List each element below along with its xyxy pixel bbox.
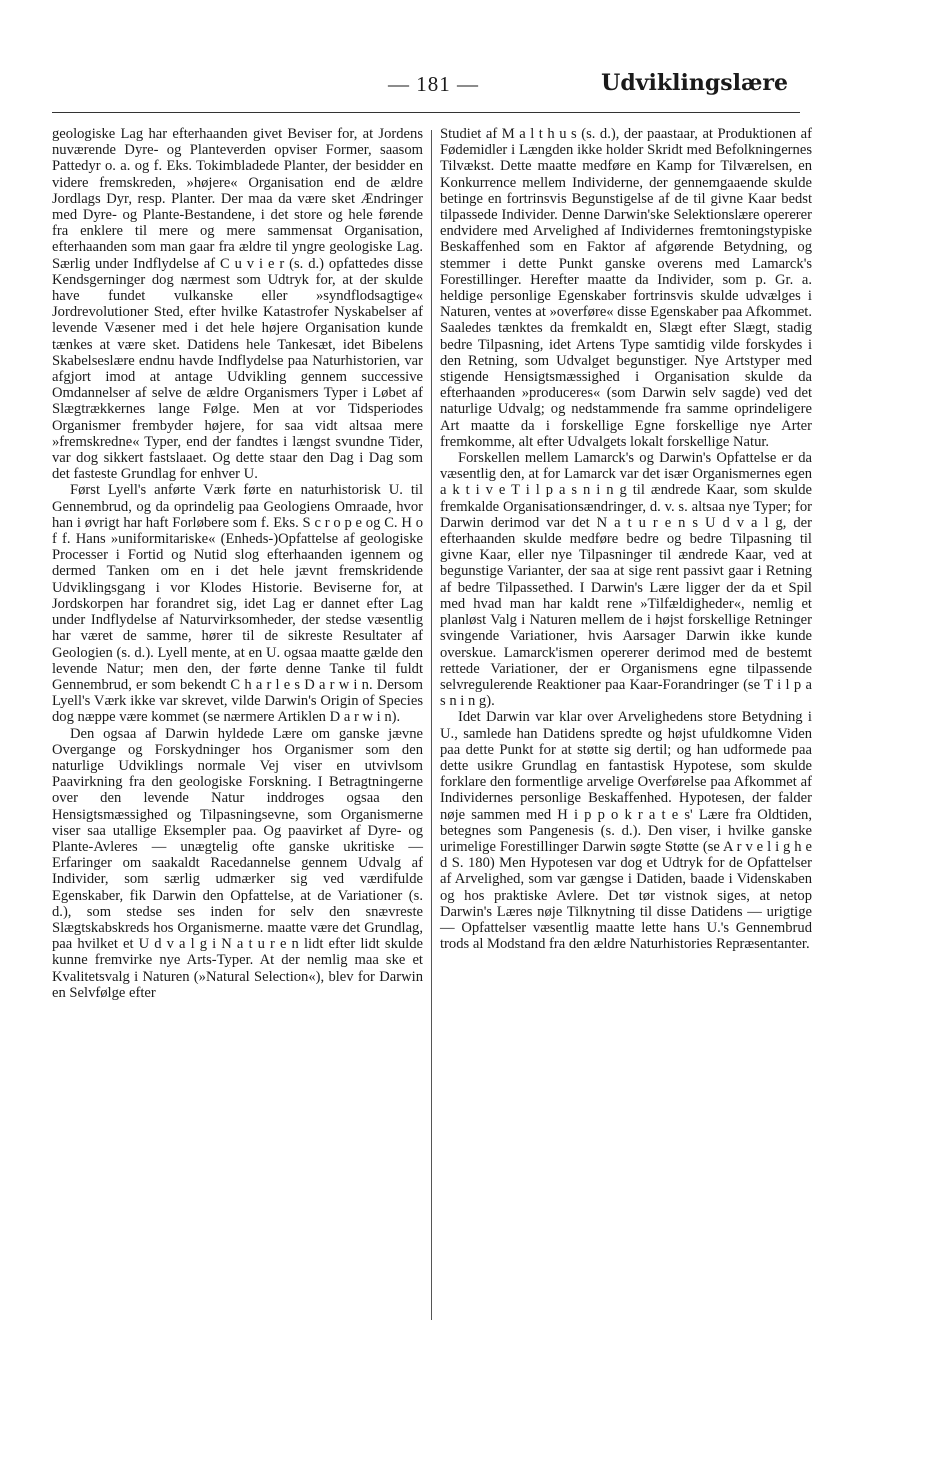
paragraph: Studiet af M a l t h u s (s. d.), der paastaar, at Produktionen af Fødemidler i Længden ikke holder Skridt med Befolkningernes Tilvækst. Dette maatte medføre en Kamp for Tilværelsen, en Konkurrence mellem Individerne, der gennemgaaende skulde betinge en fortrinsvis Begunstigelse af de til givne Kaar bedst tilpassede Individer. Denne Darwin'ske Selektionslære opererer endvidere med Arvelighed af Individernes fremtoningstypiske Beskaffenhed som en Faktor af afgørende Betydning, og stemmer i dette Punkt ganske overens med Lamarck's Forestillinger. Herefter maatte da Individer, som p. Gr. a. heldige personlige Egenskaber fortrinsvis skulde udvælges i Naturen, ventes at »overføre« disse Egenskaber paa Afkommet. Saaledes tænktes da fremkaldt en, Slægt efter Slægt, stadig bedre Tilpasning, idet Artens Type samtidig vilde forskydes i den Retning, som Udvalget begunstiger. Nye Artstyper med stigende Hensigtsmæssighed i Organisation skulde da efterhaanden »produceres« (som Darwin selv sagde) ved det naturlige Udvalg; og nedstammende fra samme oprindeligere Art maatte da i forskellige Egne forskellige nye Arter fremkomme, alt efter Udvalgets lokalt forskellige Natur. (440, 126, 812, 450)
left-column (52, 126, 423, 1001)
section-title: Udviklingslære (601, 70, 788, 96)
column-divider (431, 130, 432, 1320)
paragraph: Først Lyell's anførte Værk førte en naturhistorisk U. til Gennembrud, og da oprindelig paa Geologiens Omraade, hvor han i øvrigt har haft Forløbere som f. Eks. S c r o p e og C. H o f f. Hans »uniformitariske« (Enheds-)Opfattelse af geologiske Processer i Fortid og Nutid slog efterhaanden igennem og dermed Tanken om en i det hele jævnt fremskridende Udviklingsgang i vor Klodes Historie. Beviserne for, at Jordskorpen har forandret sig, idet Lag er dannet efter Lag under Indflydelse af Naturvirksomheder, der stedse væsentlig har været de samme, hører til de sikreste Resultater af Geologien (s. d.). Lyell mente, at en U. ogsaa maatte gælde den levende Natur; men den, der førte denne Tanke til fuldt Gennembrud, er som bekendt C h a r l e s D a r w i n. Dersom Lyell's Værk ikke var skrevet, vilde Darwin's Origin of Species dog næppe være kommet (se nærmere Artiklen D a r w i n). (52, 482, 423, 726)
header-rule (52, 112, 800, 113)
paragraph: geologiske Lag har efterhaanden givet Beviser for, at Jordens nuværende Dyre- og Planteverden opviser Former, saasom Pattedyr o. a. og f. Eks. Tokimbladede Planter, der besidder en videre fremskreden, »højere« Organisation end de ældre Jordlags Dyr, resp. Planter. Der maa da være sket Ændringer med Dyre- og Plante-Bestandene, i det store og hele førende fra enklere til mere og mere sammensat Organisation, efterhaanden som man gaar fra ældre til yngre geologiske Lag. Særlig under Indflydelse af C u v i e r (s. d.) opfattedes disse Kendsgerninger dog nærmest som Udtryk for, at der skulde have fundet vulkanske eller »syndflodsagtige« Jordrevolutioner Sted, efter hvilke Katastrofer Nyskabelser af levende Væsener med i det hele højere Organisation kunde tænkes at være sket. Datidens hele Tankesæt, idet Bibelens Skabelseslære endnu havde Indflydelse paa Naturhistorien, var afgjort imod at antage Udvikling gennem successive Omdannelser af selve de ældre Organismers Typer i Løbet af Slægtrækkernes lange Følge. Men at vor Tidsperiodes Organismer frembyder højere, for saa vidt altsaa mere »fremskredne« Typer, end der fandtes i længst svundne Tider, var dog sikkert fastslaaet. Og dette staar den Dag i Dag som det fasteste Grundlag for enhver U. (52, 126, 423, 483)
page-number: — 181 — (388, 72, 479, 96)
paragraph: Idet Darwin var klar over Arvelighedens store Betydning i U., samlede han Datidens spredte og højst ufuldkomne Viden paa dette Punkt for at støtte sig dertil; og han udformede paa dette usikre Grundlag en fantastisk Hypotese, som skulde forklare den formentlige arvelige Overførelse paa Afkommet af Individernes personlige Beskaffenhed. Hypotesen, der falder nøje sammen med H i p p o k r a t e s' Lære fra Oldtiden, betegnes som Pangenesis (s. d.). Den viser, i hvilke ganske urimelige Forestillinger Darwin søgte Støtte (se A r v e l i g h e d S. 180) Men Hypotesen var dog et Udtryk for de Opfattelser af Arvelighed, som var gængse i Datiden, baade i Videnskaben og hos praktiske Avlere. Det tør vistnok siges, at netop Darwin's Læres nøje Tilknytning til disse Datidens — urigtige — Opfattelser væsentlig maatte lette hans U.'s Gennembrud trods al Modstand fra den ældre Naturhistories Repræsentanter. (440, 709, 812, 953)
right-column (440, 126, 812, 952)
page-header (48, 72, 788, 106)
paragraph: Forskellen mellem Lamarck's og Darwin's Opfattelse er da væsentlig den, at for Lamarck var det især Organismernes egen a k t i v e T i l p a s n i n g til ændrede Kaar, som skulde fremkalde Organisationsændringer, d. v. s. altsaa nye Typer; for Darwin derimod var det N a t u r e n s U d v a l g, der efterhaanden skulde medføre bedre og bedre Tilpasning til givne Kaar, eller nye Tilpasninger til ændrede Kaar, ved at begunstige Varianter, der saa at sige rent passivt gaar i Retning af bedre Tilpassethed. I Darwin's Lære ligger der da et Spil med hvad man har kaldt rene »Tilfældigheder«, nemlig et planløst Valg i Naturen mellem de i højst forskellige Retninger svingende Variationer, hvis Aarsager Darwin ikke kunde overskue. Lamarck'ismen opererer derimod med de bestemt rettede Variationer, der er Organismens egne tilpassende selvregulerende Reaktioner paa Kaar-Forandringer (se T i l p a s n i n g). (440, 450, 812, 710)
paragraph: Den ogsaa af Darwin hyldede Lære om ganske jævne Overgange og Forskydninger hos Organismer som den naturlige Udviklings normale Vej viser en utvivlsom Paavirkning fra den geologiske Forskning. I Betragtningerne over den levende Natur inddroges ogsaa den Hensigtsmæssighed og Tilpasningsevne, som Organismerne viser saa utallige Eksempler paa. Og paavirket af Dyre- og Plante-Avleres — unægtelig ofte ganske ukritiske — Erfaringer om saakaldt Racedannelse gennem Udvalg af Individer, som særlig udmærker sig ved værdifulde Egenskaber, fik Darwin den Opfattelse, at de Variationer (s. d.), som stedse ses inden for selv den snævreste Slægtskabskreds hos Organismerne. maatte være det Grundlag, paa hvilket et U d v a l g i N a t u r e n lidt efter lidt skulde kunne fremvirke nye Arts-Typer. At der nemlig maa ske et Kvalitetsvalg i Naturen (»Natural Selection«), blev for Darwin en Selvfølge efter (52, 725, 423, 1001)
